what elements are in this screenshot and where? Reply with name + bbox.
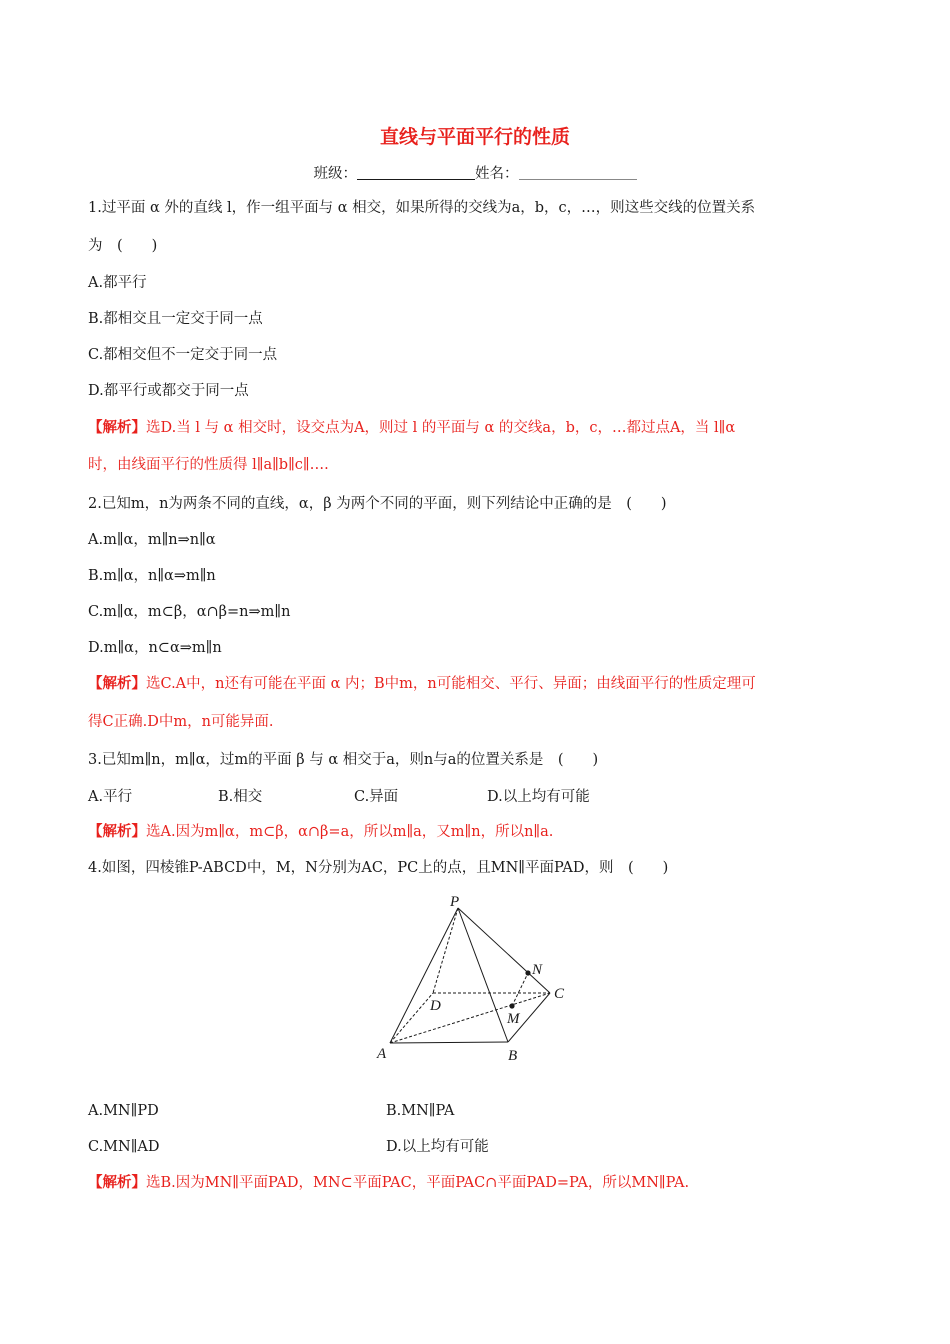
class-blank[interactable] bbox=[357, 165, 475, 180]
q3-stem: 3.已知m∥n，m∥α，过m的平面 β 与 α 相交于a，则n与a的位置关系是 ( ) bbox=[88, 752, 599, 768]
label-n: N bbox=[532, 962, 543, 978]
label-p: P bbox=[450, 894, 460, 910]
q1-option-c: C.都相交但不一定交于同一点 bbox=[88, 347, 278, 363]
label-c: C bbox=[554, 986, 565, 1002]
q1-stem-line1: 1.过平面 α 外的直线 l，作一组平面与 α 相交，如果所得的交线为a，b，c，…，则这些交线的位置关系 bbox=[88, 200, 756, 216]
q4-option-a: A.MN∥PD bbox=[88, 1103, 159, 1119]
q3-answer-text: 选A.因为m∥α，m⊂β，α∩β=a，所以m∥a，又m∥n，所以n∥a. bbox=[146, 824, 554, 840]
q3-option-a: A.平行 bbox=[88, 789, 133, 805]
point-m-dot bbox=[509, 1003, 514, 1008]
answer-tag: 【解析】 bbox=[88, 1175, 146, 1191]
label-a: A bbox=[377, 1046, 387, 1062]
page-title: 直线与平面平行的性质 bbox=[379, 126, 570, 148]
q3-answer-line1 bbox=[88, 822, 553, 842]
edge-pc bbox=[458, 908, 550, 993]
edge-pb bbox=[458, 908, 508, 1042]
diagonal-ac-hidden bbox=[390, 993, 550, 1043]
q2-answer-text: 选C.A中，n还有可能在平面 α 内；B中m，n可能相交、平行、异面；由线面平行的性质定理可 bbox=[146, 676, 756, 692]
q3-option-b: B.相交 bbox=[218, 789, 263, 805]
q4-option-b: B.MN∥PA bbox=[386, 1103, 455, 1119]
point-n-dot bbox=[525, 970, 530, 975]
label-d: D bbox=[430, 998, 441, 1014]
answer-tag: 【解析】 bbox=[88, 420, 146, 436]
q1-option-b: B.都相交且一定交于同一点 bbox=[88, 311, 263, 327]
q3-option-d: D.以上均有可能 bbox=[487, 789, 590, 805]
q1-answer-line1 bbox=[88, 418, 735, 438]
q1-answer-line2: 时，由线面平行的性质得 l∥a∥b∥c∥…. bbox=[88, 457, 329, 473]
pyramid-figure bbox=[368, 890, 578, 1070]
q4-stem: 4.如图，四棱锥P-ABCD中，M，N分别为AC，PC上的点，且MN∥平面PAD，则 ( ) bbox=[88, 860, 669, 876]
edge-pa bbox=[390, 908, 458, 1043]
q2-option-c: C.m∥α，m⊂β，α∩β=n⇒m∥n bbox=[88, 604, 291, 620]
q2-option-a: A.m∥α，m∥n⇒n∥α bbox=[88, 532, 216, 548]
q1-option-d: D.都平行或都交于同一点 bbox=[88, 383, 249, 399]
q1-stem-line2: 为 ( ) bbox=[88, 238, 158, 254]
q3-option-c: C.异面 bbox=[354, 789, 399, 805]
label-b: B bbox=[508, 1048, 518, 1064]
q2-option-b: B.m∥α，n∥α⇒m∥n bbox=[88, 568, 216, 584]
q4-answer-line1 bbox=[88, 1173, 689, 1193]
q1-answer-text: 选D.当 l 与 α 相交时，设交点为A，则过 l 的平面与 α 的交线a，b，c，…都过点A，当 l∥α bbox=[146, 420, 736, 436]
q1-option-a: A.都平行 bbox=[88, 275, 147, 291]
answer-tag: 【解析】 bbox=[88, 676, 146, 692]
q4-option-d: D.以上均有可能 bbox=[386, 1139, 489, 1155]
q4-option-c: C.MN∥AD bbox=[88, 1139, 160, 1155]
answer-tag: 【解析】 bbox=[88, 824, 146, 840]
q2-answer-line2: 得C正确.D中m，n可能异面. bbox=[88, 714, 274, 730]
student-info-fields bbox=[0, 162, 950, 183]
edge-ab bbox=[390, 1042, 508, 1043]
label-m: M bbox=[507, 1011, 520, 1027]
class-label: 班级： bbox=[313, 166, 357, 182]
q2-answer-line1 bbox=[88, 674, 756, 694]
name-label: 姓名： bbox=[475, 166, 519, 182]
q2-stem: 2.已知m，n为两条不同的直线，α，β 为两个不同的平面，则下列结论中正确的是 ( ) bbox=[88, 496, 667, 512]
q4-answer-text: 选B.因为MN∥平面PAD，MN⊂平面PAC，平面PAC∩平面PAD=PA，所以MN∥PA. bbox=[146, 1175, 690, 1191]
q2-option-d: D.m∥α，n⊂α⇒m∥n bbox=[88, 640, 222, 656]
name-blank[interactable] bbox=[519, 165, 637, 180]
